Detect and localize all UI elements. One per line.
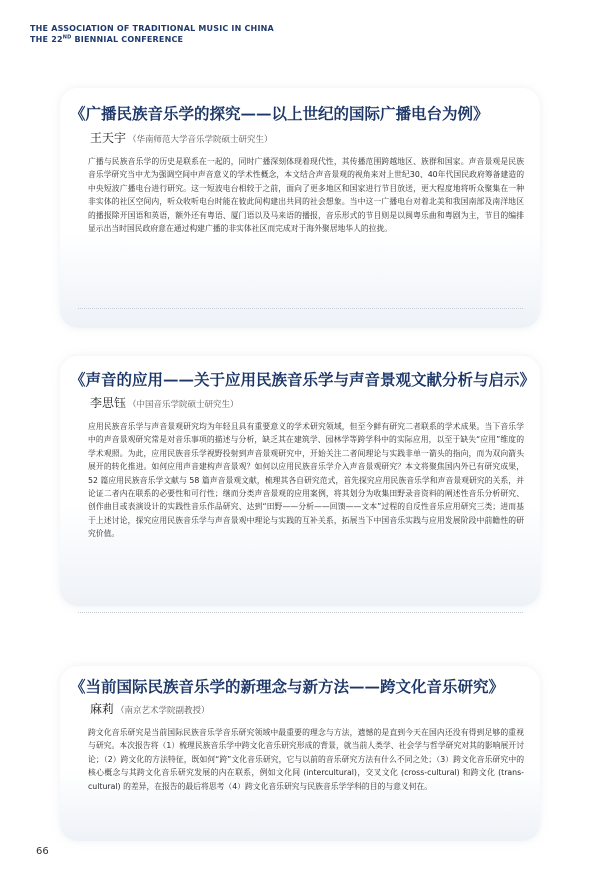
article-abstract-3: 跨文化音乐研究是当前国际民族音乐学音乐研究领域中最重要的理念与方法，遗憾的是直到今天在国内还没有得到足够的重视与研究。本次报告将（1）梳理民族音乐学中跨文化音乐研究形成的背景，就当前人类学、社会学与哲学研究对其的影响展开讨论；（2）跨文化的方法特征，既如何“跨”文化音乐研究，它与以前的音乐研究方法有什么不同之处；（3）跨文化音乐研究中的核心概念与其跨文化音乐研究发展的内在联系，例如文化间 (intercultural)，交叉文化 (cross-cultural) 和跨文化 (trans-cultural) 的差异，在报告的最后将思考（4）跨文化音乐研究与民族音乐学学科的目的与意义何在。 — [88, 728, 524, 791]
dotted-divider-1 — [78, 308, 523, 309]
article-title-3: 《当前国际民族音乐学的新理念与新方法——跨文化音乐研究》 — [70, 677, 505, 696]
header-line-2-suffix: BIENNIAL CONFERENCE — [71, 35, 184, 44]
page-number: 66 — [36, 846, 49, 857]
author-name-3: 麻莉 — [90, 702, 115, 716]
author-affiliation-2: （中国音乐学院硕士研究生） — [128, 400, 239, 410]
article-author-2 — [90, 395, 239, 413]
header-line-2-prefix: THE 22 — [30, 35, 63, 44]
header-line-2 — [30, 34, 274, 45]
article-abstract-2: 应用民族音乐学与声音景观研究均为年轻且具有重要意义的学术研究领域，但至今鲜有研究二者联系的学术成果。当下音乐学中的声音景观研究常是对音乐事项的描述与分析，缺乏其在建筑学、园林学等跨学科中的实际应用，以至于缺失“应用”维度的学术观照。为此，应用民族音乐学视野投射到声音景观研究中，开始关注二者间理论与实践非单一箭头的指向，而为双向箭头展开的转化推进。如何应用声音建构声音景观？如何以应用民族音乐学介入声音景观研究？本文将聚焦国内外已有研究成果，52 篇应用民族音乐学文献与 58 篇声音景观文献，梳理其各自研究范式，首先探究应用民族音乐学和声音景观研究的关系，并论证二者内在联系的必要性和可行性；继而分类声音景观的应用案例，将其划分为收集田野录音资料的阐述性音乐分析研究、创作曲目或表演设计的实践性音乐作品研究、达到“田野——分析——回馈——文本”过程的自反性音乐应用研究三类；进而基于上述讨论，探究应用民族音乐学与声音景观中理论与实践的互补关系，拓展当下中国音乐实践与应用发展阶段中前瞻性的研究价值。 — [88, 422, 524, 539]
article-author-3 — [90, 701, 210, 719]
article-title-2: 《声音的应用——关于应用民族音乐学与声音景观文献分析与启示》 — [70, 370, 536, 389]
author-affiliation-1: （华南师范大学音乐学院硕士研究生） — [128, 135, 273, 145]
article-author-1 — [90, 130, 273, 148]
author-affiliation-3: （南京艺术学院副教授） — [116, 706, 210, 716]
header-line-1: THE ASSOCIATION OF TRADITIONAL MUSIC IN CHINA — [30, 24, 274, 33]
author-name-1: 王天宇 — [90, 131, 127, 145]
article-title-1: 《广播民族音乐学的探究——以上世纪的国际广播电台为例》 — [70, 104, 489, 123]
dotted-divider-2 — [78, 612, 523, 613]
author-name-2: 李思钰 — [90, 396, 127, 410]
conference-header — [30, 23, 274, 45]
header-line-2-sup: ND — [62, 34, 72, 41]
article-abstract-1: 广播与民族音乐学的历史是联系在一起的，同时广播深刻体现着现代性，其传播范围跨越地区、族群和国家。声音景观是民族音乐学研究当中尤为强调空间中声音意义的学术性概念，本文结合声音景观的视角来对上世纪30、40年代国民政府筹备建造的中央短波广播电台进行研究。这一短波电台相较于之前，面向了更多地区和国家进行节目放送，更大程度地将听众聚集在一种非实体的社区空间内，听众收听电台时能在彼此间构建出共同的社会想象。当中这一广播电台对着北美和我国南部及南洋地区的播报除开国语和英语，额外还有粤语、厦门语以及马来语的播报，音乐形式的节目则是以闽粤乐曲和粤剧为主，节目的编排显示出当时国民政府意在通过构建广播的非实体社区而完成对于海外聚居地华人的拉拢。 — [88, 157, 524, 234]
